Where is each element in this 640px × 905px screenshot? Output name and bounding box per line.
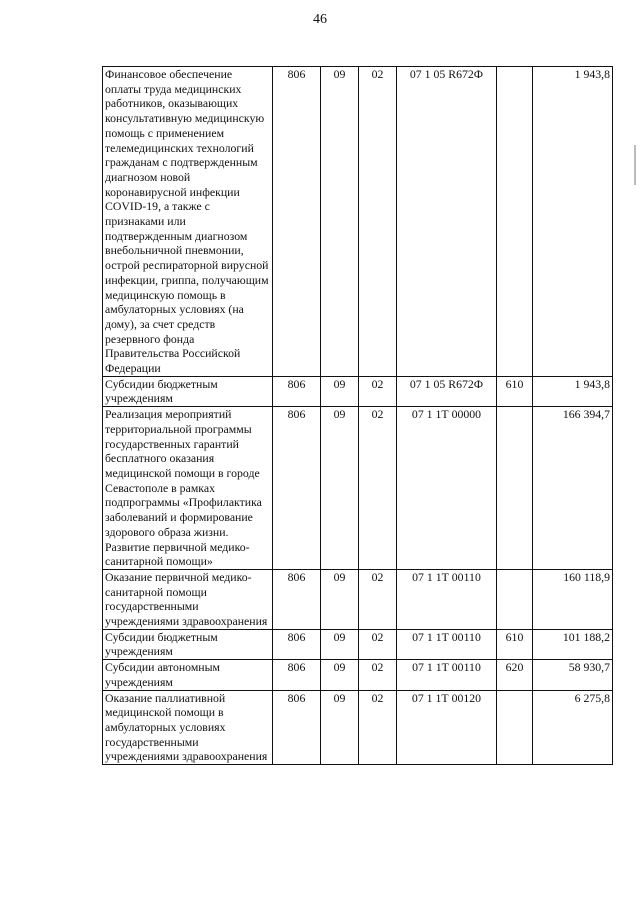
table-row — [103, 629, 613, 659]
amount: 160 118,9 — [533, 569, 613, 629]
table-row — [103, 660, 613, 690]
subsection-code: 02 — [359, 407, 397, 570]
target-article: 07 1 1Т 00110 — [397, 569, 497, 629]
target-article: 07 1 1Т 00120 — [397, 690, 497, 765]
row-name: Субсидии бюджетным учреждениям — [103, 376, 273, 406]
section-code: 09 — [321, 67, 359, 377]
row-name: Субсидии автономным учреждениям — [103, 660, 273, 690]
subsection-code: 02 — [359, 629, 397, 659]
ministry-code: 806 — [273, 67, 321, 377]
budget-table-body — [103, 67, 613, 765]
amount: 166 394,7 — [533, 407, 613, 570]
expense-type: 610 — [497, 629, 533, 659]
target-article: 07 1 05 R672Ф — [397, 67, 497, 377]
table-row — [103, 569, 613, 629]
subsection-code: 02 — [359, 690, 397, 765]
table-row — [103, 67, 613, 377]
ministry-code: 806 — [273, 407, 321, 570]
target-article: 07 1 05 R672Ф — [397, 376, 497, 406]
expense-type — [497, 569, 533, 629]
expense-type — [497, 67, 533, 377]
amount: 58 930,7 — [533, 660, 613, 690]
expense-type: 610 — [497, 376, 533, 406]
section-code: 09 — [321, 376, 359, 406]
section-code: 09 — [321, 407, 359, 570]
ministry-code: 806 — [273, 569, 321, 629]
expense-type: 620 — [497, 660, 533, 690]
section-code: 09 — [321, 660, 359, 690]
ministry-code: 806 — [273, 376, 321, 406]
expense-type — [497, 690, 533, 765]
table-row — [103, 407, 613, 570]
ministry-code: 806 — [273, 660, 321, 690]
target-article: 07 1 1Т 00110 — [397, 660, 497, 690]
target-article: 07 1 1Т 00000 — [397, 407, 497, 570]
section-code: 09 — [321, 569, 359, 629]
row-name: Субсидии бюджетным учреждениям — [103, 629, 273, 659]
section-code: 09 — [321, 690, 359, 765]
target-article: 07 1 1Т 00110 — [397, 629, 497, 659]
row-name: Оказание первичной медико-санитарной помощи государственными учреждениями здравоохранения — [103, 569, 273, 629]
budget-table — [102, 66, 613, 765]
ministry-code: 806 — [273, 690, 321, 765]
amount: 1 943,8 — [533, 376, 613, 406]
table-row — [103, 376, 613, 406]
section-code: 09 — [321, 629, 359, 659]
ministry-code: 806 — [273, 629, 321, 659]
amount: 101 188,2 — [533, 629, 613, 659]
row-name: Реализация мероприятий территориальной программы государственных гарантий бесплатного оказания медицинской помощи в городе Севастополе в рамках подпрограммы «Профилактика заболеваний и формирование здорового образа жизни. Развитие первичной медико-санитарной помощи» — [103, 407, 273, 570]
table-row — [103, 690, 613, 765]
expense-type — [497, 407, 533, 570]
page-number: 46 — [313, 12, 327, 27]
subsection-code: 02 — [359, 67, 397, 377]
subsection-code: 02 — [359, 660, 397, 690]
subsection-code: 02 — [359, 376, 397, 406]
scan-artifact — [634, 145, 636, 185]
subsection-code: 02 — [359, 569, 397, 629]
row-name: Оказание паллиативной медицинской помощи в амбулаторных условиях государственными учреждениями здравоохранения — [103, 690, 273, 765]
amount: 1 943,8 — [533, 67, 613, 377]
row-name: Финансовое обеспечение оплаты труда медицинских работников, оказывающих консультативную медицинскую помощь с применением телемедицинских технологий гражданам с подтвержденным диагнозом новой коронавирусной инфекции COVID-19, а также с признаками или подтвержденным диагнозом внебольничной пневмонии, острой респираторной вирусной инфекции, гриппа, получающим медицинскую помощь в амбулаторных условиях (на дому), за счет средств резервного фонда Правительства Российской Федерации — [103, 67, 273, 377]
amount: 6 275,8 — [533, 690, 613, 765]
